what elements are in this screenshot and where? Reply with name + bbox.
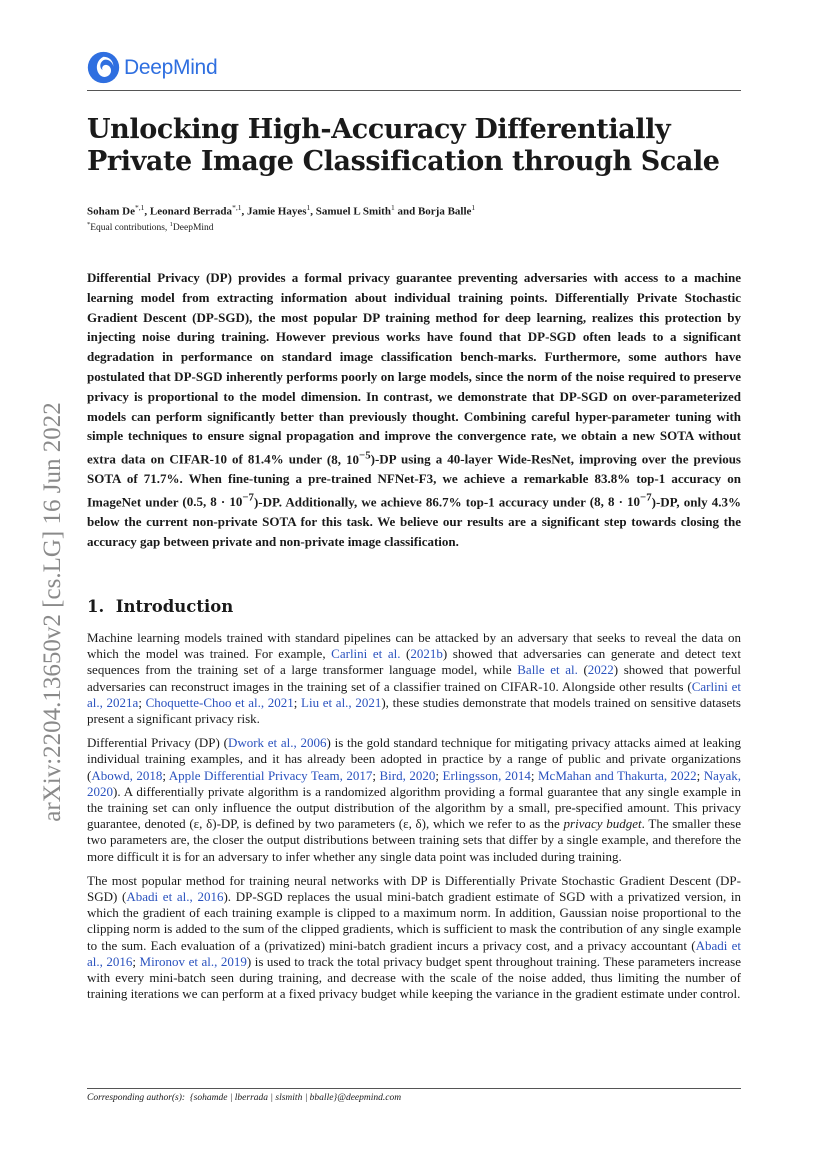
abstract-text: )-DP using a 40-layer Wide-ResNet, improving over the previous SOTA of 71.7%. When fine-tuning a pre-trained NFNet-F3, we achieve a remarkable 83.8% top-1 accuracy on ImageNet under: [87, 451, 741, 510]
affiliations: *Equal contributions, $^1$DeepMind: [87, 221, 214, 234]
math-expr: (8, $8 \cdot 10^{-7}$: [589, 492, 652, 510]
citation-link[interactable]: Abadi et al., 2016: [87, 937, 741, 969]
paragraph: Machine learning models trained with standard pipelines can be attacked by an adversary that seeks to reveal the data on which the model was trained. For example, Carlini et al. (2021b) showed that adversaries can generate and detect text sequences from the training set of a large transformer language model, while Balle et al. (2022) showed that powerful adversaries can reconstruct images in the training set of a classifier trained on CIFAR-10. Alongside other results (Carlini et al., 2021a; Choquette-Choo et al., 2021; Liu et al., 2021), these studies demonstrate that models trained on sensitive datasets present a significant privacy risk.: [87, 630, 742, 727]
introduction-body: [87, 630, 741, 1010]
citation-link[interactable]: Choquette-Choo et al., 2021: [145, 694, 294, 710]
abstract-text: )-DP. Additionally, we achieve 86.7% top-1 accuracy under: [253, 494, 590, 510]
citation-link[interactable]: Nayak, 2020: [87, 767, 741, 799]
author-mark: 1: [471, 203, 476, 212]
citation-link[interactable]: Balle et al.: [517, 662, 578, 678]
author-mark: 1: [390, 203, 395, 212]
abstract-text: Differential Privacy (DP) provides a formal privacy guarantee preventing adversaries with access to a machine learning model from extracting information about individual training points. Differentially Private Stochastic Gradient Descent (DP-SGD), the most popular DP training method for deep learning, realizes this protection by injecting noise during training. However previous works have found that DP-SGD often leads to a significant degradation in performance on standard image classification bench-marks. Furthermore, some authors have postulated that DP-SGD inherently performs poorly on large models, since the norm of the noise required to preserve privacy is proportional to the model dimension. In contrast, we demonstrate that DP-SGD on over-parameterized models can perform significantly better than previously thought. Combining careful hyper-parameter tuning with simple techniques to ensure signal propagation and improve the convergence rate, we obtain a new SOTA without extra data on CIFAR-10 of 81.4% under: [87, 270, 741, 467]
author-name: Leonard Berrada: [149, 205, 233, 218]
citation-link[interactable]: Carlini et al., 2021a: [87, 678, 741, 710]
citation-link[interactable]: Carlini et al.: [331, 646, 401, 662]
section-number: 1.: [87, 597, 105, 616]
emphasis: privacy budget: [563, 816, 642, 832]
math-expr: (0.5, $8 \cdot 10^{-7}$: [182, 492, 254, 510]
citation-link[interactable]: Liu et al., 2021: [301, 694, 382, 710]
author-name: Borja Balle: [417, 205, 472, 218]
arxiv-stamp: arXiv:2204.13650v2 [cs.LG] 16 Jun 2022: [39, 402, 66, 822]
citation-link[interactable]: Bird, 2020: [379, 767, 436, 783]
equal-contribution-note: Equal contributions,: [90, 223, 170, 234]
author-name: Jamie Hayes: [246, 205, 307, 218]
deepmind-logo: [87, 51, 217, 84]
header-divider: [87, 90, 741, 91]
paragraph: Differential Privacy (DP) (Dwork et al., 2006) is the gold standard technique for mitigating privacy attacks aimed at leaking individual training examples, and it has already been adopted in practice by a range of public and private organizations (Abowd, 2018; Apple Differential Privacy Team, 2017; Bird, 2020; Erlingsson, 2014; McMahan and Thakurta, 2022; Nayak, 2020). A differentially private algorithm is a randomized algorithm providing a formal guarantee that any single example in the training set can only influence the output distribution of the algorithm by a small, pre-specified amount. This privacy guarantee, denoted (ε, δ)-DP, is defined by two parameters (ε, δ), which we refer to as the privacy budget. The smaller these two parameters are, the closer the output distributions between training sets that differ by a single example, and therefore the more difficult it is for an adversary to infer whether any single data point was included during training.: [87, 735, 741, 864]
abstract: [87, 268, 741, 552]
author-list: Soham $De^{*,1}$, Leonard Berrada$^{*,1}$, Jamie Hayes$^1$, Samuel L Smith$^1$ and Borja Balle$^1$: [87, 203, 476, 218]
deepmind-logo-icon: [87, 51, 120, 84]
citation-link[interactable]: 2021b: [410, 646, 443, 662]
citation-link[interactable]: Apple Differential Privacy Team, 2017: [168, 767, 373, 783]
section-title: Introduction: [115, 597, 234, 616]
math-expr: (8, $10^{-5}$: [326, 449, 371, 467]
citation-link[interactable]: Mironov et al., 2019: [139, 953, 247, 969]
author-name: Samuel L Smith: [315, 205, 391, 218]
citation-link[interactable]: 2022: [587, 662, 614, 678]
footer-label: Corresponding author(s):: [87, 1093, 186, 1103]
paper-title: Unlocking High-Accuracy Differentially Private Image Classification through Scale: [87, 114, 720, 177]
citation-link[interactable]: Abowd, 2018: [91, 767, 163, 783]
footer-divider: [87, 1088, 741, 1089]
citation-link[interactable]: Dwork et al., 2006: [227, 735, 327, 751]
affiliation-org: DeepMind: [172, 223, 214, 234]
author-mark: 1: [306, 203, 311, 212]
brand-name: DeepMind: [124, 55, 218, 79]
citation-link[interactable]: Erlingsson, 2014: [442, 767, 531, 783]
author-name: Soham De: [87, 205, 135, 218]
section-heading: [87, 597, 233, 616]
author-mark: *,1: [134, 203, 145, 212]
abstract-text: )-DP, only 4.3% below the current non-private SOTA for this task. We believe our results are a significant step towards closing the accuracy gap between private and non-private image classification.: [87, 494, 741, 550]
corresponding-authors: [87, 1093, 401, 1103]
author-mark: *,1: [232, 203, 242, 212]
footer-emails[interactable]: {sohamde | lberrada | slsmith | bballe}@deepmind.com: [189, 1093, 402, 1103]
citation-link[interactable]: McMahan and Thakurta, 2022: [538, 767, 697, 783]
citation-link[interactable]: Abadi et al., 2016: [126, 889, 224, 905]
paragraph: The most popular method for training neural networks with DP is Differentially Private Stochastic Gradient Descent (DP-SGD) (Abadi et al., 2016). DP-SGD replaces the usual mini-batch gradient estimate of SGD with a privatized version, in which the gradient of each training example is clipped to a maximum norm. In addition, Gaussian noise proportional to the clipping norm is added to the sum of the clipped gradients, which is sufficient to mask the contribution of any single example to the sum. Each evaluation of a (privatized) mini-batch gradient incurs a privacy cost, and a privacy accountant (Abadi et al., 2016; Mironov et al., 2019) is used to track the total privacy budget spent throughout training. These parameters increase with every mini-batch seen during training, and decrease with the scale of the noise added, thus limiting the number of training iterations we can perform at a fixed privacy budget while keeping the variance in the gradient estimate under control.: [87, 872, 741, 1002]
